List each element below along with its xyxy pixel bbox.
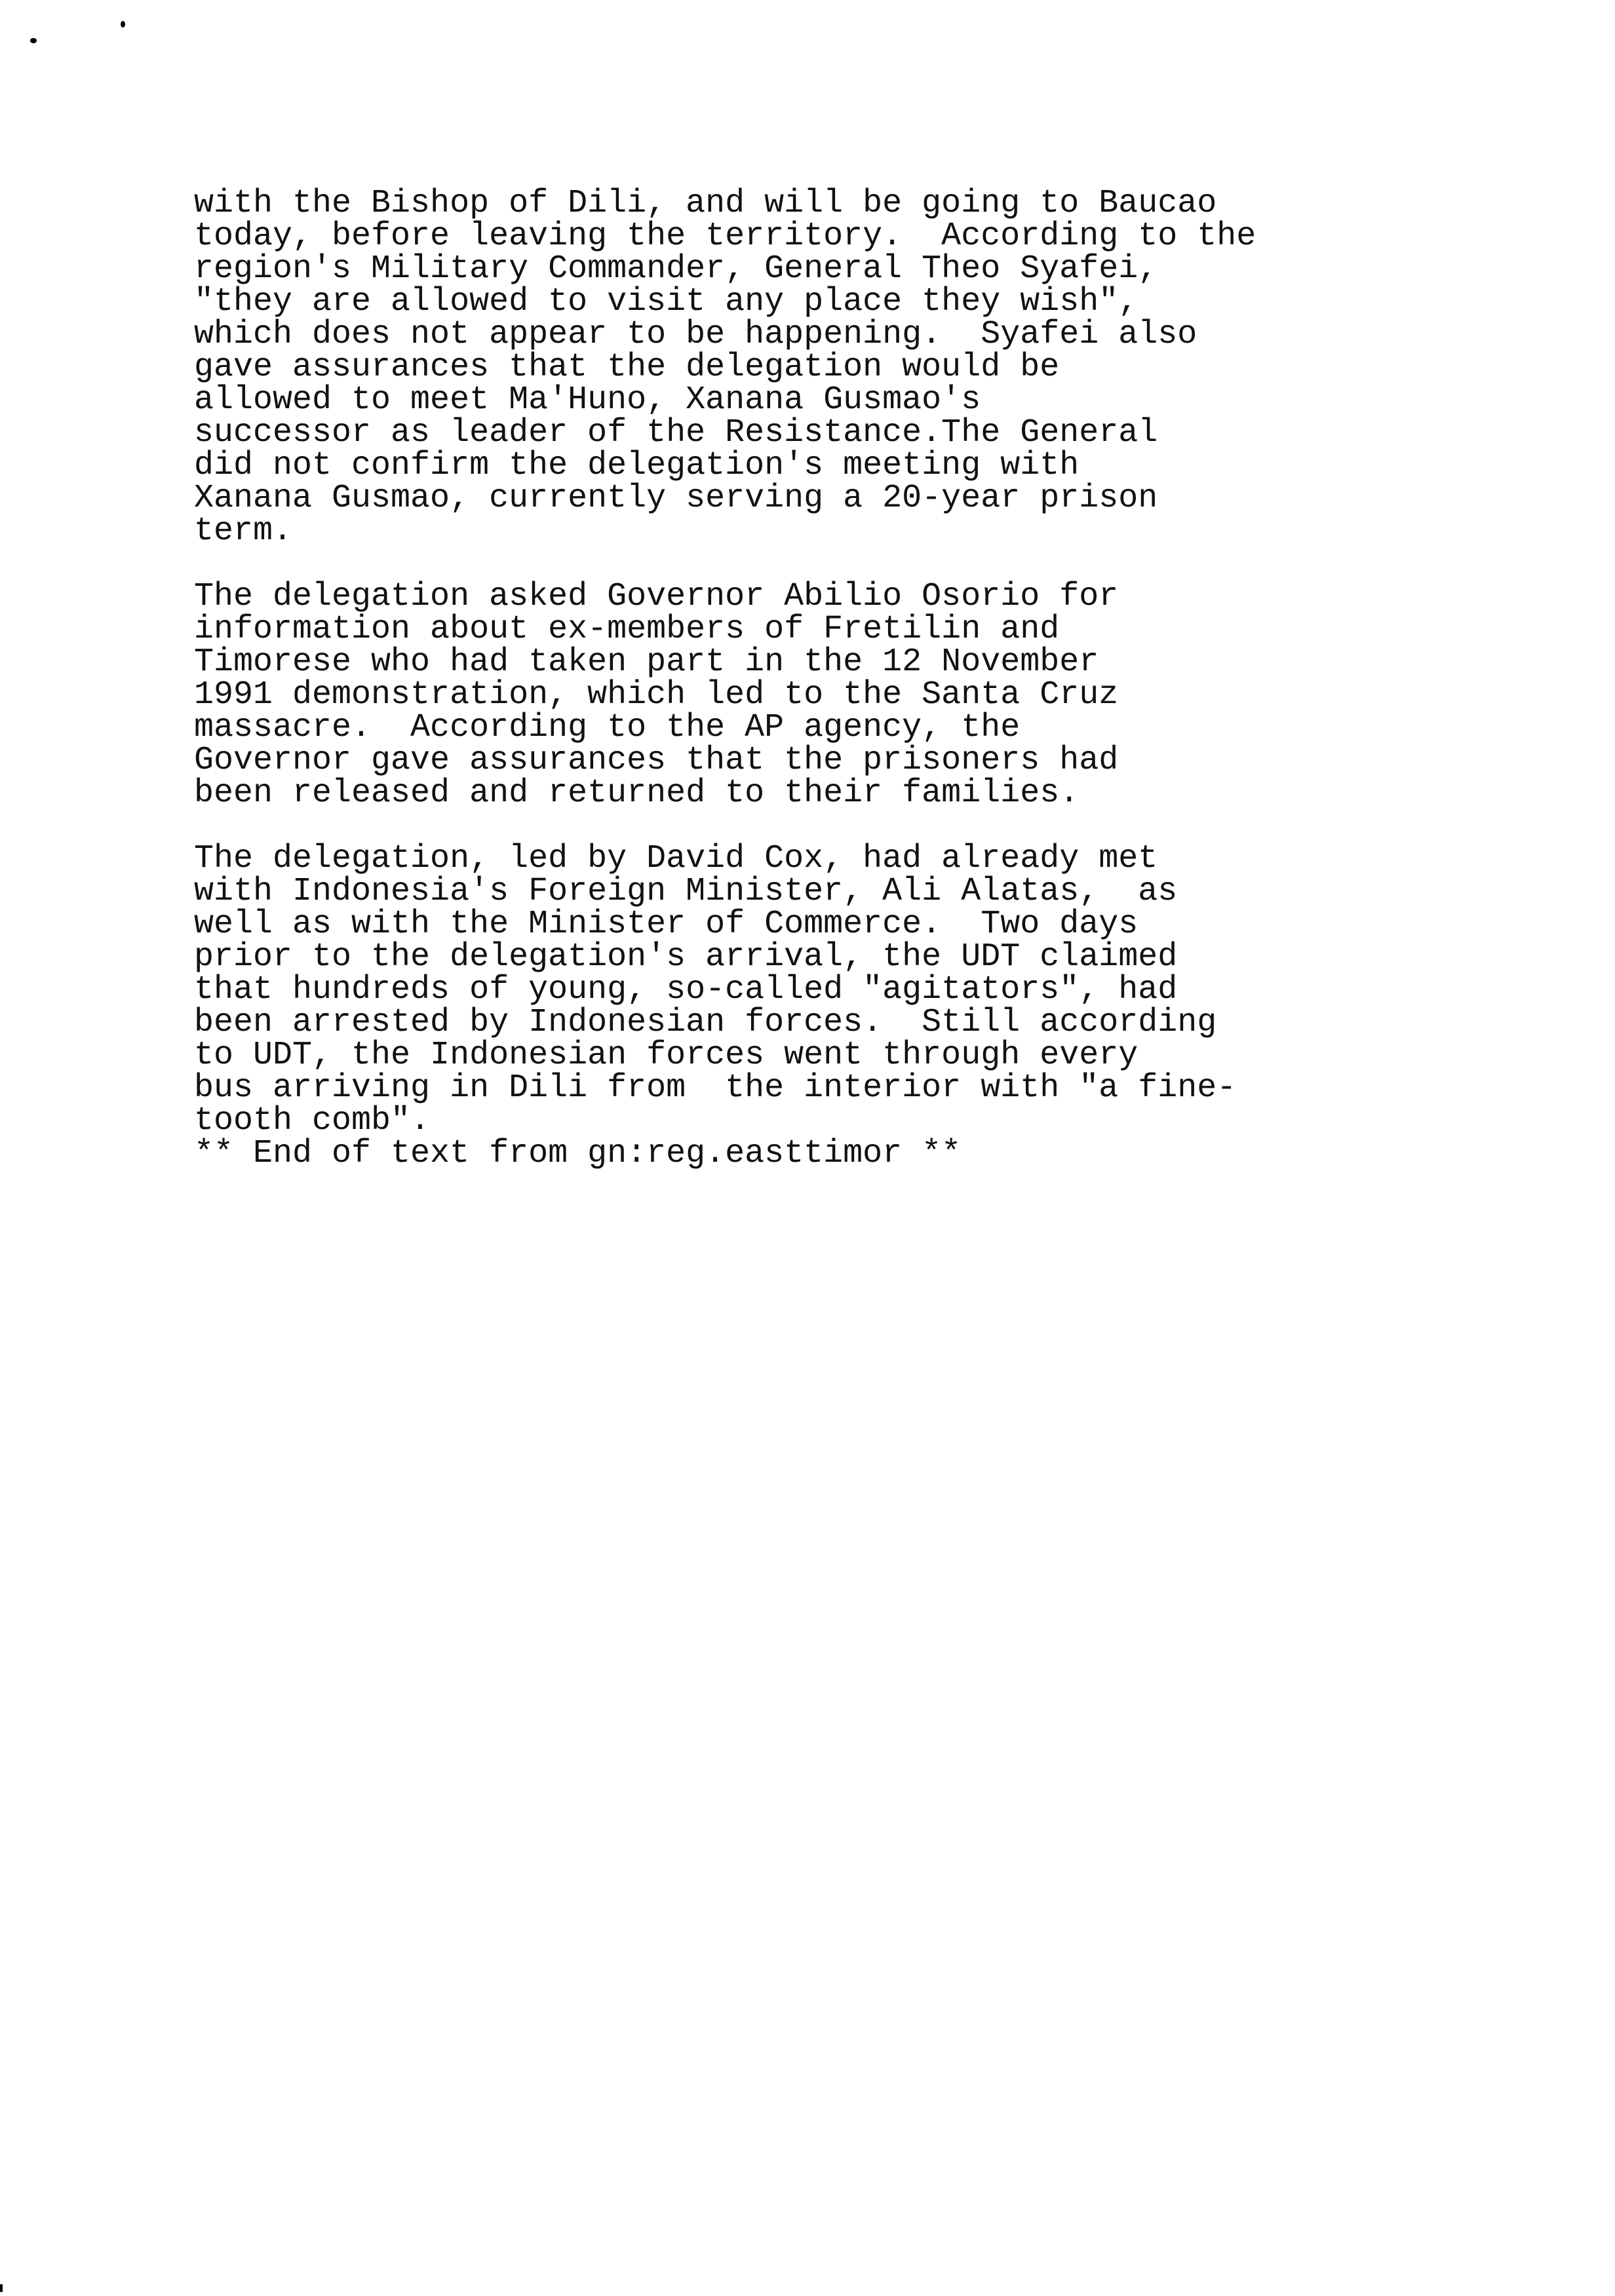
- document-body: [194, 187, 1334, 1170]
- scan-speck: [121, 21, 125, 28]
- text-line: The delegation asked Governor Abilio Osorio for: [194, 578, 1119, 615]
- end-of-text-marker: ** End of text from gn:reg.easttimor **: [194, 1135, 962, 1172]
- text-line: tooth comb".: [194, 1102, 431, 1139]
- scan-edge-mark: [0, 2284, 3, 2292]
- text-line: term.: [194, 512, 293, 550]
- text-line: with the Bishop of Dili, and will be going to Baucao: [194, 185, 1217, 222]
- text-line: with Indonesia's Foreign Minister, Ali Alatas, as: [194, 873, 1178, 910]
- text-line: been arrested by Indonesian forces. Still according: [194, 1004, 1217, 1041]
- text-line: to UDT, the Indonesian forces went through every: [194, 1037, 1138, 1074]
- text-line: bus arriving in Dili from the interior with "a fine-: [194, 1069, 1237, 1107]
- text-line: Timorese who had taken part in the 12 November: [194, 643, 1099, 681]
- paragraph-1: [194, 187, 1334, 548]
- paragraph-3: [194, 840, 1334, 1139]
- text-line: Xanana Gusmao, currently serving a 20-year prison: [194, 480, 1158, 517]
- text-line: that hundreds of young, so-called "agitators", had: [194, 971, 1178, 1008]
- text-line: been released and returned to their families.: [194, 775, 1080, 812]
- text-line: 1991 demonstration, which led to the Santa Cruz: [194, 676, 1119, 714]
- text-line: Governor gave assurances that the prisoners had: [194, 742, 1119, 779]
- text-line: which does not appear to be happening. Syafei also: [194, 316, 1197, 353]
- text-line: massacre. According to the AP agency, the: [194, 709, 1021, 746]
- text-line: successor as leader of the Resistance.The General: [194, 414, 1158, 451]
- text-line: gave assurances that the delegation would be: [194, 349, 1060, 386]
- text-line: did not confirm the delegation's meeting with: [194, 447, 1080, 484]
- text-line: well as with the Minister of Commerce. Two days: [194, 906, 1138, 943]
- text-line: region's Military Commander, General Theo Syafei,: [194, 250, 1158, 288]
- text-line: information about ex-members of Fretilin and: [194, 611, 1060, 648]
- text-line: allowed to meet Ma'Huno, Xanana Gusmao's: [194, 381, 981, 419]
- text-line: today, before leaving the territory. According to the: [194, 218, 1256, 255]
- scan-speck: [30, 38, 37, 43]
- paragraph-2: [194, 578, 1334, 812]
- text-line: prior to the delegation's arrival, the UDT claimed: [194, 938, 1178, 976]
- text-line: The delegation, led by David Cox, had already met: [194, 840, 1158, 877]
- text-line: "they are allowed to visit any place they wish",: [194, 283, 1138, 320]
